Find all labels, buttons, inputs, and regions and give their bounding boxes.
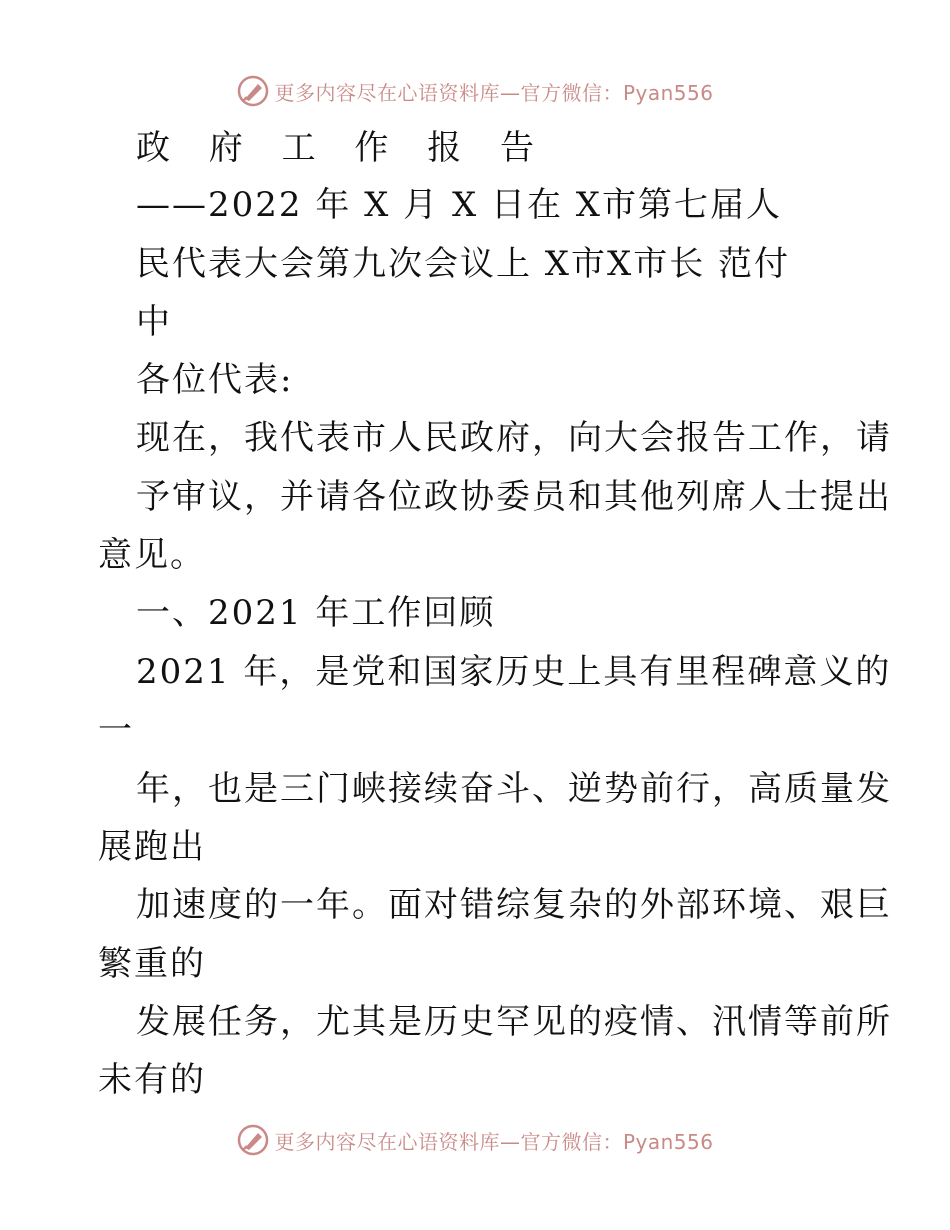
watermark-header: [0, 71, 950, 111]
body-line-2: 予审议，并请各位政协委员和其他列席人士提出: [136, 477, 892, 517]
watermark-text: 更多内容尽在心语资料库—官方微信：Pyan556: [274, 80, 714, 105]
section-heading: 一、2021 年工作回顾: [136, 593, 496, 633]
subtitle-line-2: 民代表大会第九次会议上 X市X市长 范付: [136, 244, 791, 284]
body-line-9: 繁重的: [98, 944, 206, 984]
body-line-7: 展跑出: [98, 827, 206, 867]
salutation: 各位代表:: [136, 360, 294, 400]
body-line-8: 加速度的一年。面对错综复杂的外部环境、艰巨: [136, 885, 892, 925]
body-line-1: 现在，我代表市人民政府，向大会报告工作，请: [136, 418, 892, 458]
watermark-footer: [0, 1120, 950, 1160]
document-title: 政 府 工 作 报 告: [136, 128, 549, 168]
fountain-pen-logo-icon: [236, 1123, 270, 1157]
body-line-3: 意见。: [98, 535, 206, 575]
subtitle-line-1: ——2022 年 X 月 X 日在 X市第七届人: [136, 185, 782, 225]
watermark-text: 更多内容尽在心语资料库—官方微信：Pyan556: [274, 1129, 714, 1154]
body-line-6: 年，也是三门峡接续奋斗、逆势前行，高质量发: [136, 769, 892, 809]
body-line-11: 未有的: [98, 1060, 206, 1100]
body-line-4: 2021 年，是党和国家历史上具有里程碑意义的: [136, 652, 892, 692]
fountain-pen-logo-icon: [236, 74, 270, 108]
subtitle-line-3: 中: [136, 302, 172, 342]
body-line-10: 发展任务，尤其是历史罕见的疫情、汛情等前所: [136, 1002, 892, 1042]
body-line-5: 一: [98, 710, 134, 750]
